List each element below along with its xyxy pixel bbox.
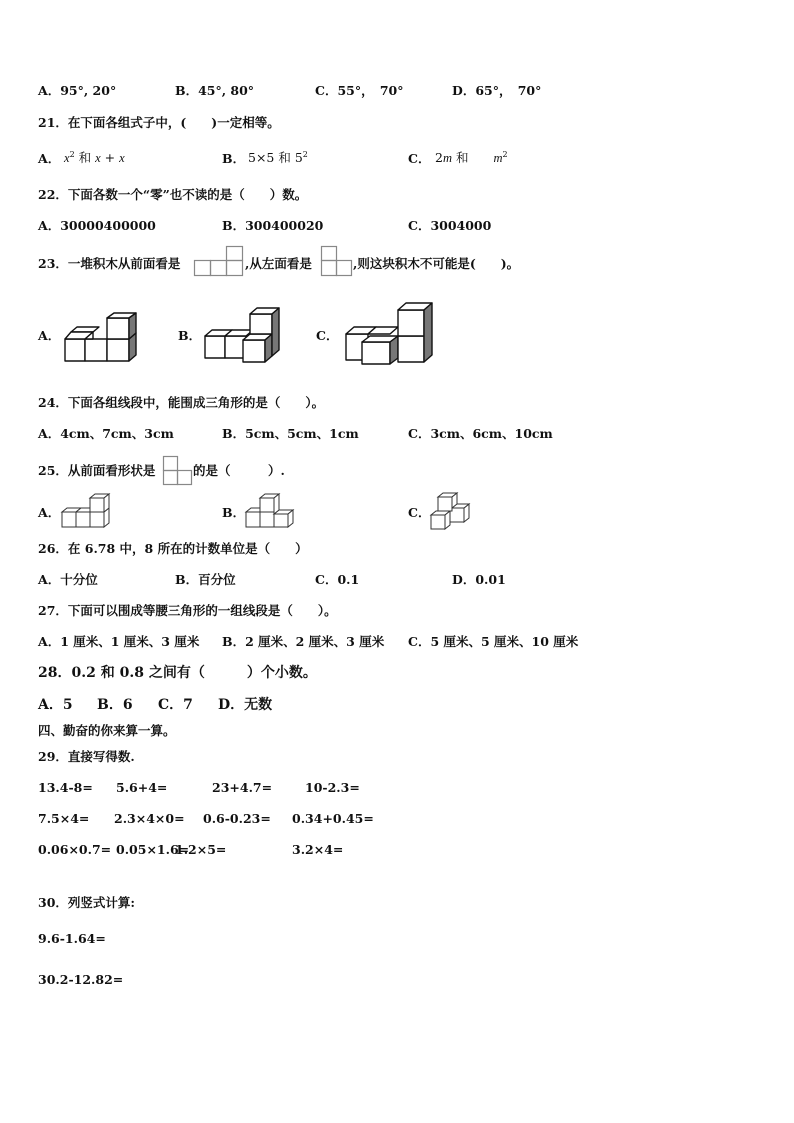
q29-stem: 29．直接写得数.	[38, 749, 135, 764]
q28-option-b: B．6	[97, 697, 133, 713]
q21-option-c-label: C．	[408, 151, 431, 166]
q23-left-view-figure	[321, 246, 353, 276]
q23-option-b-label: B．	[178, 328, 202, 343]
q24-option-a: A．4cm、7cm、3cm	[38, 426, 174, 441]
q23-option-a-label: A．	[38, 328, 61, 343]
q25-stem-b: 的是（ ）.	[193, 463, 285, 478]
q28-option-d: D．无数	[218, 697, 273, 713]
q22-stem: 22．下面各数一个“零”也不读的是（ ）数。	[38, 187, 308, 202]
q25-option-c-label: C．	[408, 505, 431, 520]
q22-option-a: A．30000400000	[38, 218, 156, 233]
q26-stem: 26．在 6.78 中，8 所在的计数单位是（ ）	[38, 541, 308, 556]
q21-option-a-label: A．	[38, 151, 61, 166]
q29-r3-c3: 1.2×5=	[175, 842, 227, 857]
q23-option-c-label: C．	[316, 328, 339, 343]
q26-option-c: C．0.1	[315, 572, 360, 587]
q22-option-b: B．300400020	[222, 218, 324, 233]
q29-r2-c2: 2.3×4×0=	[114, 811, 185, 826]
q30-stem: 30．列竖式计算:	[38, 895, 136, 910]
q23-stem-a: 23．一堆积木从前面看是	[38, 256, 181, 271]
q21-option-b-label: B．	[222, 151, 246, 166]
q30-item-2: 30.2-12.82=	[38, 972, 124, 987]
q27-option-c: C．5 厘米、5 厘米、10 厘米	[408, 634, 579, 649]
q29-r3-c1: 0.06×0.7=	[38, 842, 112, 857]
q25-option-b-figure	[245, 494, 295, 530]
q23-stem-c: ,则这块积木不可能是( )。	[353, 256, 520, 271]
q24-stem: 24．下面各组线段中，能围成三角形的是（ ）。	[38, 395, 325, 410]
q28-stem: 28．0.2 和 0.8 之间有（ ）个小数。	[38, 665, 317, 681]
q28-option-a: A．5	[38, 697, 73, 713]
q23-stem-b: ,从左面看是	[245, 256, 312, 271]
section-heading: 四、勤奋的你来算一算。	[38, 723, 176, 738]
q25-option-b-label: B．	[222, 505, 246, 520]
q26-option-d: D．0.01	[452, 572, 506, 587]
q23-option-b-figure	[203, 306, 281, 364]
q23-option-a-figure	[63, 312, 139, 364]
q21-option-a-expr: $x^2$ 和 x + x	[64, 150, 125, 166]
q29-r3-c2: 0.05×1.6=	[116, 842, 190, 857]
q21-option-b-expr: 5×5 和 $5^2$	[248, 150, 308, 166]
q26-option-b: B．百分位	[175, 572, 236, 587]
q21-option-c-expr: 2m 和 $m^2$	[435, 150, 508, 166]
q20-option-b: B．45°, 80°	[175, 83, 255, 98]
q29-r1-c3: 23+4.7=	[212, 780, 273, 795]
q29-r3-c4: 3.2×4=	[292, 842, 344, 857]
q30-item-1: 9.6-1.64=	[38, 931, 106, 946]
q27-option-b: B．2 厘米、2 厘米、3 厘米	[222, 634, 385, 649]
q25-option-c-figure	[430, 491, 472, 531]
q29-r1-c4: 10-2.3=	[305, 780, 360, 795]
q29-r2-c4: 0.34+0.45=	[292, 811, 374, 826]
q29-r2-c3: 0.6-0.23=	[203, 811, 271, 826]
q29-r1-c2: 5.6+4=	[116, 780, 168, 795]
q20-option-a: A．95°, 20°	[38, 83, 117, 98]
q20-option-c: C．55°， 70°	[315, 83, 404, 98]
q24-option-c: C．3cm、6cm、10cm	[408, 426, 553, 441]
q22-option-c: C．3004000	[408, 218, 492, 233]
q27-option-a: A．1 厘米、1 厘米、3 厘米	[38, 634, 200, 649]
q24-option-b: B．5cm、5cm、1cm	[222, 426, 359, 441]
q21-stem: 21．在下面各组式子中，( )一定相等。	[38, 115, 280, 130]
q23-front-view-figure	[194, 246, 244, 276]
q23-option-c-figure	[344, 300, 434, 366]
q20-option-d: D．65°， 70°	[452, 83, 542, 98]
q29-r1-c1: 13.4-8=	[38, 780, 93, 795]
q29-r2-c1: 7.5×4=	[38, 811, 90, 826]
q27-stem: 27．下面可以围成等腰三角形的一组线段是（ ）。	[38, 603, 337, 618]
q25-option-a-figure	[61, 494, 111, 530]
q26-option-a: A．十分位	[38, 572, 98, 587]
q25-stem-a: 25．从前面看形状是	[38, 463, 156, 478]
q25-front-view-figure	[163, 456, 193, 486]
q25-option-a-label: A．	[38, 505, 61, 520]
q28-option-c: C．7	[158, 697, 193, 713]
